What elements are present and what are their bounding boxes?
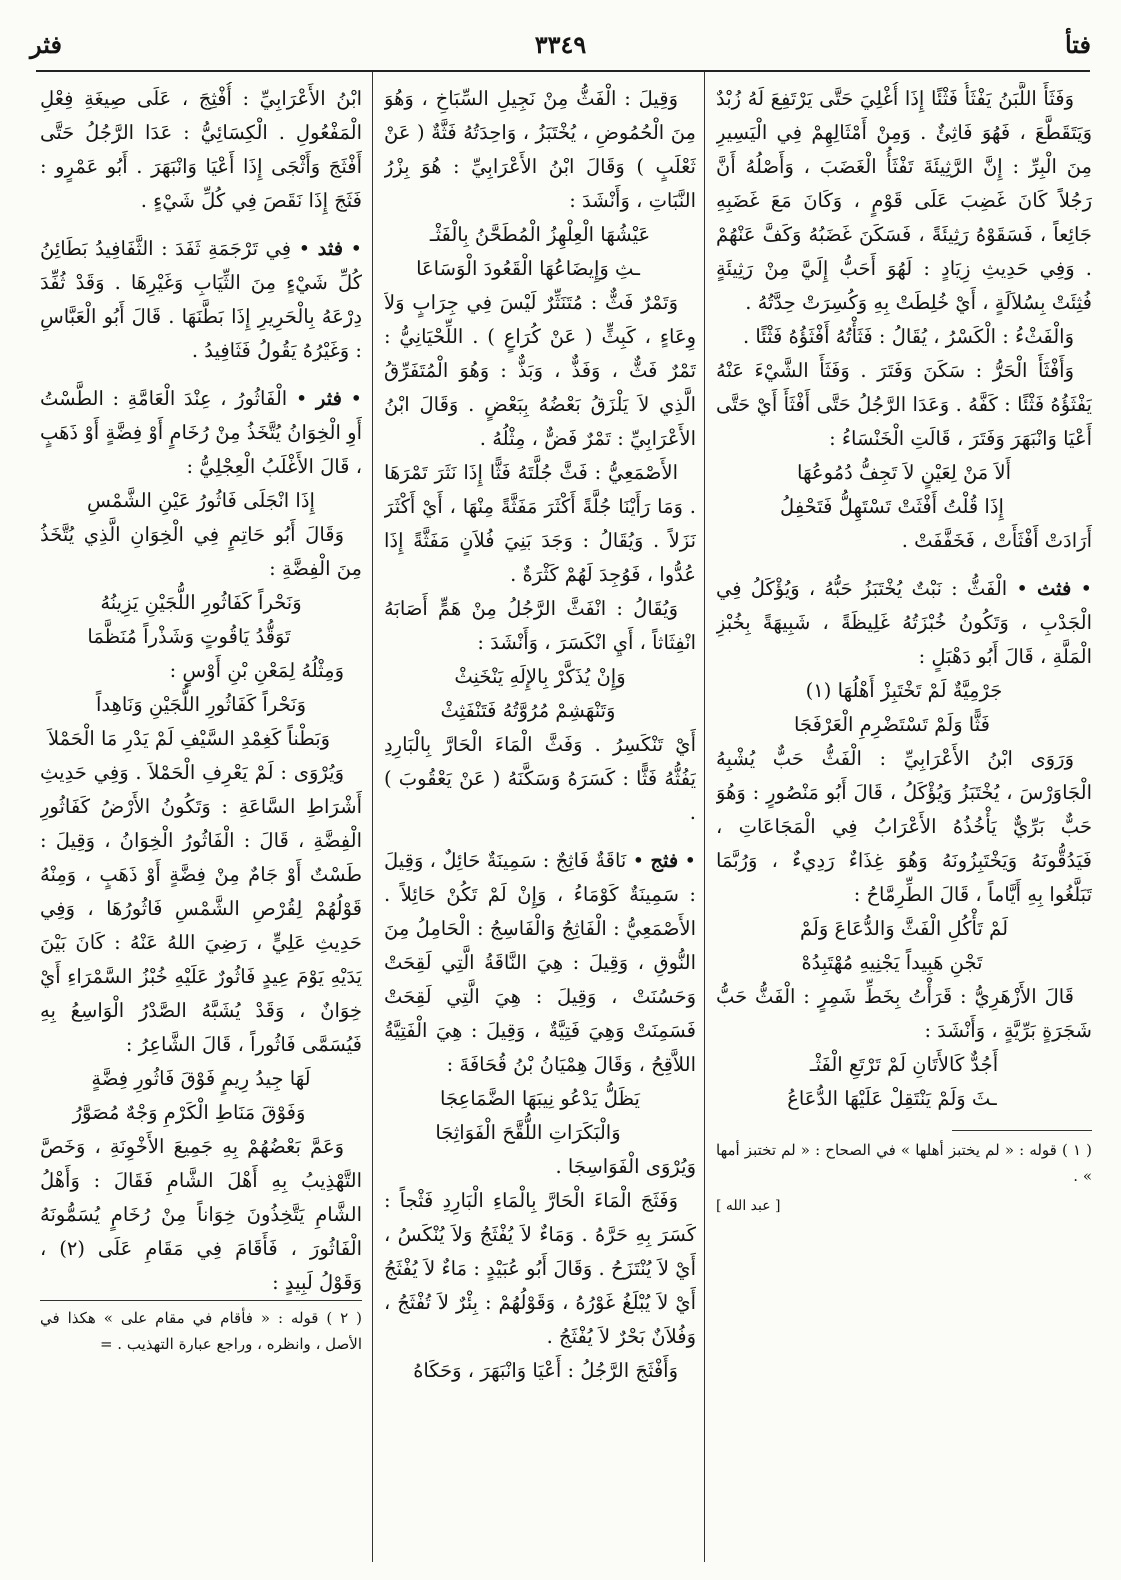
verse-line: وَنَحْراً كَفَاثُورِ اللُّجَيْنِ يَزِينُهُ xyxy=(100,591,302,614)
paragraph: وَعَمَّ بَعْضُهُمْ بِهِ جَمِيعَ الأَخْوِنَةِ ، وَخَصَّ التَّهْذِيبُ بِهِ أَهْلَ الشَّامِ فَقَالَ : وَأَهْلُ الشَّامِ يَتَّخِذُونَ خِوَاناً مِنْ رُخَامٍ يُسَمُّونَهُ الْفَاثُورَ ، فَأَقَامَ فِي مَقَامِ عَلَى (٢) ، وَقَوْلُ لَبِيدٍ : xyxy=(40,1135,362,1294)
verse-line: أَجُدٌّ كَالأَتَانِ لَمْ تَرْتَعِ الْفَثْـ xyxy=(809,1053,999,1076)
entry-headword: فثد xyxy=(317,237,344,260)
entry-text: فِي تَرْجَمَةِ ثَفَدَ : الثَّفَافِيدُ بَطَائِنُ كُلِّ شَيْءٍ مِنَ الثِّيَابِ وَغَيْرِهَا . وَقَدْ ثُفِّدَ دِرْعَهُ بِالْحَرِيرِ إِذَا بَطَّنَهَا . قَالَ أَبُو الْعَبَّاسِ : وَغَيْرُهُ يَقُولُ فَثَافِيدُ . xyxy=(40,237,362,362)
paragraph: أَرَادَتْ أَفْثَأَتْ ، فَخَفَّفَتْ . xyxy=(901,529,1092,552)
paragraph: وَفَثَأَ اللَّبَنُ يَفْثَأُ فَثْئًا إِذَا أُغْلِيَ حَتَّى يَرْتَفِعَ لَهُ زُبْدٌ وَيَتَقَطَّعَ ، فَهُوَ فَاثِئٌ . وَمِنْ أَمْثَالِهِمْ فِي الْيَسِيرِ مِنَ الْبِرِّ : إِنَّ الرَّثِيئَةَ تَفْثَأُ الْغَضَبَ ، وَأَصْلُهُ أَنَّ رَجُلاً كَانَ غَضِبَ عَلَى قَوْمٍ ، وَكَانَ مَعَ غَضَبِهِ جَائِعاً ، فَسَقَوْهُ رَثِيئَةً ، فَسَكَنَ غَضَبُهُ وَكَفَّ عَنْهُمْ . وَفِي حَدِيثِ زِيَادٍ : لَهُوَ أَحَبُّ إِلَيَّ مِنْ رَثِيئَةٍ فُثِئَتْ بِسُلاَلَةٍ ، أَيْ خُلِطَتْ بِهِ وَكُسِرَتْ حِدَّتُهُ . xyxy=(716,87,1092,314)
paragraph: وَمِثْلُهُ لِمَعْنِ بْنِ أَوْسٍ : xyxy=(169,659,344,682)
entry-fthd: • فثد • فِي تَرْجَمَةِ ثَفَدَ : الثَّفَافِيدُ بَطَائِنُ كُلِّ شَيْءٍ مِنَ الثِّيَابِ وَغَيْرِهَا . وَقَدْ ثُفِّدَ دِرْعَهُ بِالْحَرِيرِ إِذَا بَطَّنَهَا . قَالَ أَبُو الْعَبَّاسِ : وَغَيْرُهُ يَقُولُ فَثَافِيدُ . xyxy=(40,237,362,362)
footnote-signature: [ عبد الله ] xyxy=(716,1198,781,1214)
verse-line: إِذَا انْجَلَى فَاثُورُ عَيْنِ الشَّمْسِ xyxy=(87,489,315,512)
paragraph: وَالْفَثْءُ : الْكَسْرُ ، يُقَالُ : فَثَأْتُهُ أَفْثَؤُهُ فَثْئًا . xyxy=(742,325,1074,348)
paragraph: وَيُقَالُ : انْفَثَّ الرَّجُلُ مِنْ هَمٍّ أَصَابَهُ انْفِثَاثاً ، أَيِ انْكَسَرَ ، وَأَنْشَدَ : xyxy=(384,597,696,654)
paragraph: ابْنُ الأَعْرَابِيِّ : أُفْثِجَ ، عَلَى صِيغَةِ فِعْلِ الْمَفْعُولِ . الْكِسَائِيُّ : عَدَا الرَّجُلُ حَتَّى أَفْثَجَ وَأَثْجَى إِذَا أَعْيَا وَانْبَهَرَ . أَبُو عَمْرٍو : فَثَجَ إِذَا نَقَصَ فِي كُلِّ شَيْءٍ . xyxy=(40,87,362,212)
entry-headword: فثث xyxy=(1037,577,1072,600)
paragraph: وَأَفْثَأَ الْحَرُّ : سَكَنَ وَفَتَرَ . وَفَثَأَ الشَّيْءَ عَنْهُ يَفْثَؤُهُ فَثْئًا : كَفَّهُ . وَعَدَا الرَّجُلُ حَتَّى أَفْثَأَ أَيْ حَتَّى أَعْيَا وَانْبَهَرَ وَفَتَرَ ، قَالَتِ الْخَنْسَاءُ : xyxy=(716,359,1092,450)
footnote-rule xyxy=(952,1130,1092,1131)
verse-line: يَظَلُّ يَدْعُو نِيبَهَا الضَّمَاعِجَا xyxy=(440,1087,640,1110)
paragraph: وَيُرْوَى الْفَوَاسِجَا . xyxy=(555,1155,696,1178)
entry-text: نَاقَةٌ فَاثِجٌ : سَمِينَةٌ حَائِلٌ ، وَقِيلَ : سَمِينَةٌ كَوْمَاءُ ، وَإِنْ لَمْ تَكُنْ حَائِلاً . الأَصْمَعِيُّ : الْفَاثِجُ وَالْفَاسِجُ : الْحَامِلُ مِنَ النُّوقِ ، وَقِيلَ : هِيَ النَّاقَةُ الَّتِي لَقِحَتْ وَحَسُنَتْ ، وَقِيلَ : هِيَ الَّتِي لَقِحَتْ فَسَمِنَتْ وَهِيَ فَتِيَّةٌ ، وَقِيلَ : هِيَ الْفَتِيَّةُ اللاَّقِحُ ، وَقَالَ هِمْيَانُ بْنُ قُحَافَةَ : xyxy=(384,849,696,1076)
running-head-left: فثر xyxy=(30,30,62,59)
paragraph: وَقِيلَ : الْفَثُّ مِنْ نَجِيلِ السِّبَاخِ ، وَهُوَ مِنَ الْحُمُوضِ ، يُخْتَبَزُ ، وَاحِدَتُهُ فَثَّةٌ ( عَنْ ثَعْلَبٍ ) وَقَالَ ابْنُ الأَعْرَابِيِّ : هُوَ بِزْرُ النَّبَاتِ ، وَأَنْشَدَ : xyxy=(384,87,696,212)
verse-line: جَرْمِيَّةٌ لَمْ تَخْتَبِزْ أَهْلُهَا (١) xyxy=(805,679,1003,702)
paragraph: الأَصْمَعِيُّ : فَثَّ جُلَّتَهُ فَثًّا إِذَا نَثَرَ تَمْرَهَا . وَمَا رَأَيْنَا جُلَّةً أَكْثَرَ مَفَثَّةً مِنْهَا ، أَيْ أَكْثَرَ نَزَلاً . وَيُقَالُ : وَجَدَ بَنِيَ فُلاَنٍ مَفَثَّةً إِذَا عُدُّوا ، فَوُجِدَ لَهُمْ كَثْرَةٌ . xyxy=(384,461,696,586)
paragraph: وَتَمْرٌ فَثٌّ : مُتَنَثِّرٌ لَيْسَ فِي جِرَابٍ وَلاَ وِعَاءٍ ، كَبِثٍّ ( عَنْ كُرَاعٍ ) . اللِّحْيَانِيُّ : تَمْرٌ فَثٌّ ، وَفَذٌّ ، وَبَذٌّ : وَهُوَ الْمُتَفَرِّقُ الَّذِي لاَ يَلْزَقُ بَعْضُهُ بِبَعْضٍ . وَقَالَ ابْنُ الأَعْرَابِيِّ : تَمْرٌ فَضٌّ ، مِثْلُهُ . xyxy=(384,291,696,450)
entry-text: الْفَثُّ : نَبْتٌ يُخْتَبَزُ حَبُّهُ ، وَيُؤْكَلُ فِي الْجَدْبِ ، وَتَكُونُ خُبْزَتُهُ غَلِيظَةً ، شَبِيهَةً بِخُبْزِ الْمَلَّةِ ، قَالَ أَبُو دَهْبَلٍ : xyxy=(716,577,1092,668)
paragraph: وَقَالَ أَبُو حَاتِمٍ فِي الْخِوَانِ الَّذِي يُتَّخَذُ مِنَ الْفِضَّةِ : xyxy=(40,523,362,580)
footnote: ( ١ ) قوله : « لم يختبز أهلها » في الصحاح : « لم تختبز أمها » . xyxy=(716,1141,1092,1185)
verse-line: وَإِنْ يُذَكَّرْ بِالإِلَهِ يَنْخَنِثْ xyxy=(454,665,626,688)
verse-line: فَثًّا وَلَمْ تَسْتَضْرِمِ الْعَرْفَجَا xyxy=(794,713,990,736)
page-number: ٣٣٤٩ xyxy=(534,30,587,59)
paragraph: وَأَفْثَجَ الرَّجُلُ : أَعْيَا وَانْبَهَرَ ، وَحَكَاهُ xyxy=(413,1359,678,1382)
verse-line: تَوَقُّدُ يَاقُوتٍ وَشَذْراً مُنَظَّمَا xyxy=(87,625,291,648)
verse-line: إِذَا قُلْتُ أَفْثَتْ تَسْتَهِلُّ فَتَحْفِلُ xyxy=(780,495,1004,518)
paragraph: وَرَوَى ابْنُ الأَعْرَابِيِّ : الْفَثُّ حَبٌّ يُشْبِهُ الْجَاوَرْسَ ، يُخْتَبَزُ وَيُؤْكَلُ ، قَالَ أَبُو مَنْصُورٍ : وَهُوَ حَبٌّ بَرِّيٌّ يَأْخُذُهُ الأَعْرَابُ فِي الْمَجَاعَاتِ ، فَيَدُقُّونَهُ وَيَخْتَبِزُونَهُ وَهُوَ غِذَاءٌ رَدِيءٌ ، وَرُبَّمَا تَبَلَّغُوا بِهِ أَيَّاماً ، قَالَ الطِّرِمَّاحُ : xyxy=(716,747,1092,906)
page-header xyxy=(30,28,1091,68)
verse-line: وَفَوْقَ مَنَاطِ الْكَرْمِ وَجْهٌ مُصَوَّرُ xyxy=(72,1101,306,1124)
verse-line: لَهَا جِيدُ رِيمٍ فَوْقَ فَاثُورِ فِضَّةٍ xyxy=(91,1067,311,1090)
verse-line: وَتَنْهَشِمْ مُرُوَّتُهُ فَتَنْفَثِثْ xyxy=(440,699,616,722)
column-middle xyxy=(384,82,696,1562)
entry-text: الْفَاثُورُ ، عِنْدَ الْعَامَّةِ : الطَّسْتُ أَوِ الْخِوَانُ يُتَّخَذُ مِنْ رُخَامٍ أَوْ فِضَّةٍ أَوْ ذَهَبٍ ، قَالَ الأَغْلَبُ الْعِجْلِيُّ : xyxy=(40,387,362,478)
entry-fthj: • فثج • نَاقَةٌ فَاثِجٌ : سَمِينَةٌ حَائِلٌ ، وَقِيلَ : سَمِينَةٌ كَوْمَاءُ ، وَإِنْ لَمْ تَكُنْ حَائِلاً . الأَصْمَعِيُّ : الْفَاثِجُ وَالْفَاسِجُ : الْحَامِلُ مِنَ النُّوقِ ، وَقِيلَ : هِيَ النَّاقَةُ الَّتِي لَقِحَتْ وَحَسُنَتْ ، وَقِيلَ : هِيَ الَّتِي لَقِحَتْ فَسَمِنَتْ وَهِيَ فَتِيَّةٌ ، وَقِيلَ : هِيَ الْفَتِيَّةُ اللاَّقِحُ ، وَقَالَ هِمْيَانُ بْنُ قُحَافَةَ : xyxy=(384,849,696,1076)
paragraph: وَيُرْوَى : لَمْ يَعْرِفِ الْحَمْلاَ . وَفِي حَدِيثِ أَشْرَاطِ السَّاعَةِ : وَتَكُونُ الأَرْضُ كَفَاثُورِ الْفِضَّةِ ، قَالَ : الْفَاثُورُ الْخِوَانُ ، وَقِيلَ : طَسْتٌ أَوْ جَامٌ مِنْ فِضَّةٍ أَوْ ذَهَبٍ ، وَمِنْهُ قَوْلُهُمْ لِقُرْصِ الشَّمْسِ فَاثُورُهَا ، وَفِي حَدِيثِ عَلِيٍّ ، رَضِيَ اللهُ عَنْهُ : كَانَ بَيْنَ يَدَيْهِ يَوْمَ عِيدٍ فَاثُورٌ عَلَيْهِ خُبْزُ السَّمْرَاءِ أَيْ خِوَانٌ ، وَقَدْ يُشَبَّهُ الصَّدْرُ الْوَاسِعُ بِهِ فَيُسَمَّى فَاثُوراً ، قَالَ الشَّاعِرُ : xyxy=(40,761,362,1056)
paragraph: قَالَ الأَزْهَرِيُّ : قَرَأْتُ بِخَطِّ شَمِرٍ : الْفَثُّ حَبُّ شَجَرَةٍ بَرِّيَّةٍ ، وَأَنْشَدَ : xyxy=(716,985,1092,1042)
verse-line: أَلاَ مَنْ لِعَيْنٍ لاَ تَجِفُّ دُمُوعُهَا xyxy=(797,461,1011,484)
entry-headword: فثر xyxy=(315,387,342,410)
column-left xyxy=(40,82,362,1562)
entry-fthth: • فثث • الْفَثُّ : نَبْتٌ يُخْتَبَزُ حَبُّهُ ، وَيُؤْكَلُ فِي الْجَدْبِ ، وَتَكُونُ خُبْزَتُهُ غَلِيظَةً ، شَبِيهَةً بِخُبْزِ الْمَلَّةِ ، قَالَ أَبُو دَهْبَلٍ : xyxy=(716,577,1092,668)
footnote: ( ٢ ) قوله : « فأقام في مقام على » هكذا في الأصل ، وانظره ، وراجع عبارة التهذيب . = xyxy=(40,1300,362,1357)
verse-line: لَمْ تَأْكُلِ الْفَثَّ وَالدُّعَاعَ وَلَمْ xyxy=(799,917,1009,940)
verse-line: ـثَ وَلَمْ يَنْتَقِلْ عَلَيْهَا الدُّعَاعُ xyxy=(787,1087,997,1110)
verse-line: وَنَحْراً كَفَاثُورِ اللُّجَيْنِ وَنَاهِداً xyxy=(95,693,307,716)
paragraph: أَيْ تَنْكَسِرُ . وَفَثَّ الْمَاءَ الْحَارَّ بِالْبَارِدِ يَفُثُّهُ فَثًّا : كَسَرَهُ وَسَكَّنَهُ ( عَنْ يَعْقُوبَ ) . xyxy=(384,733,696,824)
entry-headword: فثج xyxy=(650,849,679,872)
header-rule xyxy=(36,70,1090,72)
column-divider-left xyxy=(372,72,373,1562)
verse-line: ـثِ وَإِيضَاعُهَا الْقَعُودَ الْوَسَاعَا xyxy=(416,257,640,280)
verse-line: عَيْشُهَا الْعِلْهِزُ الْمُطَحَّنُ بِالْفَثْـ xyxy=(429,223,651,246)
column-divider-right xyxy=(704,72,705,1562)
verse-line: تَجْنِ هَبِيداً يَجْنِيهِ مُهْتَبِدُهْ xyxy=(801,951,983,974)
verse-line: وَالْبَكَرَاتِ اللُّقَّحَ الْفَوَاثِجَا xyxy=(435,1121,621,1144)
running-head-right: فتأ xyxy=(1064,30,1091,59)
paragraph: وَفَثَجَ الْمَاءَ الْحَارَّ بِالْمَاءِ الْبَارِدِ فَثْجاً : كَسَرَ بِهِ حَرَّهُ . وَمَاءٌ لاَ يُفْثَجُ وَلاَ يُنْكَسُ ، أَيْ لاَ يُنْتَزَحُ . وَقَالَ أَبُو عُبَيْدٍ : مَاءٌ لاَ يُفْثَجُ أَيْ لاَ يُبْلَغُ غَوْرُهُ ، وَقَوْلُهُمْ : بِئْرٌ لاَ تُفْثَجُ ، وَفُلاَنٌ بَحْرٌ لاَ يُفْثَجُ . xyxy=(384,1189,696,1348)
verse-line: وَبَطْناً كَغِمْدِ السَّيْفِ لَمْ يَدْرِ مَا الْحَمْلاَ xyxy=(47,727,331,750)
column-right xyxy=(716,82,1092,1562)
entry-fthr: • فثر • الْفَاثُورُ ، عِنْدَ الْعَامَّةِ : الطَّسْتُ أَوِ الْخِوَانُ يُتَّخَذُ مِنْ رُخَامٍ أَوْ فِضَّةٍ أَوْ ذَهَبٍ ، قَالَ الأَغْلَبُ الْعِجْلِيُّ : xyxy=(40,387,362,478)
